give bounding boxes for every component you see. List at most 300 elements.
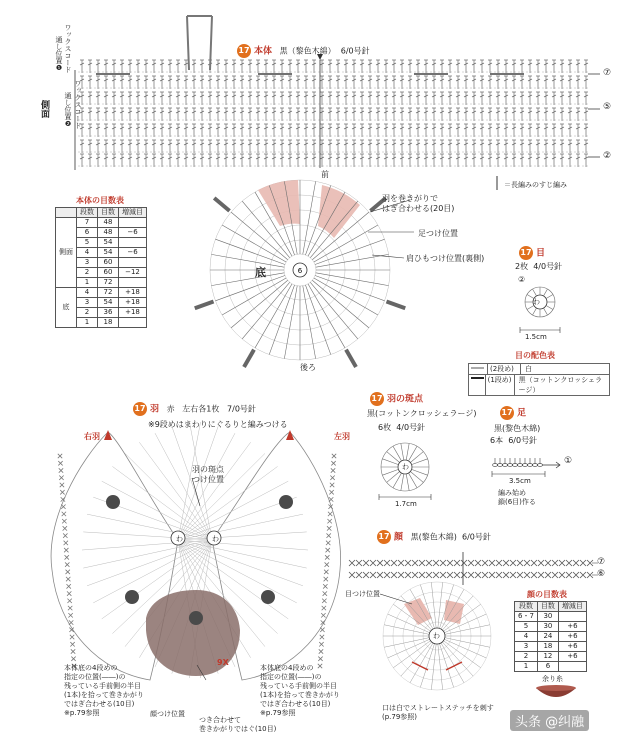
table-cell: 3 — [77, 298, 98, 308]
treble-stitch — [408, 154, 412, 167]
treble-stitch — [392, 124, 396, 137]
stitch-x — [329, 497, 333, 501]
treble-stitch — [328, 60, 332, 73]
stitch-x — [377, 560, 383, 566]
treble-stitch — [408, 60, 412, 73]
note-line: ※p.79参照 — [64, 709, 100, 717]
body-number-badge: 17 — [237, 44, 251, 58]
treble-stitch — [480, 154, 484, 167]
stitch-x — [475, 572, 481, 578]
treble-stitch — [160, 60, 164, 73]
treble-stitch — [296, 154, 300, 167]
table-cell: +6 — [558, 652, 586, 662]
treble-stitch — [504, 76, 508, 89]
treble-stitch — [176, 108, 180, 121]
table-cell: 4 — [77, 248, 98, 258]
treble-stitch — [416, 60, 420, 73]
treble-stitch — [496, 60, 500, 73]
treble-stitch — [224, 140, 228, 153]
spot-needle: 4/0号針 — [396, 423, 426, 432]
treble-stitch — [128, 124, 132, 137]
attach-bar — [346, 350, 356, 367]
table-cell — [558, 662, 586, 672]
treble-stitch — [400, 92, 404, 105]
body-table-body — [56, 218, 147, 328]
eye-title: 目 — [536, 248, 546, 259]
treble-stitch — [464, 108, 468, 121]
treble-stitch — [528, 76, 532, 89]
note-line: 本体底の4段めの — [64, 664, 118, 672]
head-count-table — [514, 601, 587, 672]
treble-stitch — [528, 108, 532, 121]
table-group-label: 底 — [56, 288, 77, 328]
treble-stitch — [232, 140, 236, 153]
handle-strap-left — [187, 16, 212, 70]
table-cell: 30 — [537, 622, 558, 632]
table-cell: −6 — [119, 228, 147, 238]
treble-stitch — [264, 124, 268, 137]
wing-spot — [106, 495, 120, 509]
treble-stitch — [328, 76, 332, 89]
treble-stitch — [200, 108, 204, 121]
treble-stitch — [360, 76, 364, 89]
treble-stitch — [80, 140, 84, 153]
treble-stitch — [400, 76, 404, 89]
treble-stitch — [208, 140, 212, 153]
treble-stitch — [88, 108, 92, 121]
treble-stitch — [240, 60, 244, 73]
treble-stitch — [120, 154, 124, 167]
leftover-yarn-label: 余り糸 — [542, 675, 563, 683]
chain-stitch — [508, 464, 513, 467]
treble-stitch — [104, 140, 108, 153]
treble-stitch — [456, 76, 460, 89]
treble-stitch — [232, 124, 236, 137]
wing-note-1: 羽を巻きがりで — [382, 194, 438, 203]
treble-stitch — [344, 108, 348, 121]
treble-stitch — [144, 140, 148, 153]
treble-stitch — [184, 92, 188, 105]
treble-stitch — [488, 108, 492, 121]
treble-stitch — [576, 108, 580, 121]
treble-stitch — [296, 124, 300, 137]
treble-stitch — [264, 60, 268, 73]
stitch-x — [426, 560, 432, 566]
treble-stitch — [368, 154, 372, 167]
stitch-x — [503, 560, 509, 566]
treble-stitch — [464, 140, 468, 153]
stitch-x — [580, 560, 586, 566]
treble-stitch — [224, 76, 228, 89]
head-table-body — [515, 612, 587, 672]
treble-stitch — [536, 108, 540, 121]
treble-stitch — [352, 124, 356, 137]
chain-stitch — [523, 464, 528, 467]
stitch-x — [433, 572, 439, 578]
treble-stitch — [528, 154, 532, 167]
treble-stitch — [384, 60, 388, 73]
treble-stitch — [248, 60, 252, 73]
treble-stitch — [552, 108, 556, 121]
treble-stitch — [96, 60, 100, 73]
treble-stitch — [96, 108, 100, 121]
stitch-spoke — [305, 285, 330, 355]
treble-stitch — [112, 60, 116, 73]
treble-stitch — [584, 140, 588, 153]
table-cell: −12 — [119, 268, 147, 278]
table-cell — [119, 278, 147, 288]
treble-stitch — [512, 76, 516, 89]
table-cell: 6 — [77, 228, 98, 238]
stitch-x — [524, 572, 530, 578]
treble-stitch — [504, 124, 508, 137]
treble-stitch — [408, 124, 412, 137]
treble-stitch — [304, 108, 308, 121]
treble-stitch — [560, 108, 564, 121]
treble-stitch — [528, 60, 532, 73]
treble-stitch — [232, 60, 236, 73]
treble-stitch — [464, 76, 468, 89]
table-cell: 7 — [77, 218, 98, 228]
chain-stitch — [498, 464, 503, 467]
treble-stitch — [344, 76, 348, 89]
treble-stitch — [544, 154, 548, 167]
treble-stitch — [392, 108, 396, 121]
treble-stitch — [168, 60, 172, 73]
treble-stitch — [544, 92, 548, 105]
stitch-x — [319, 649, 323, 653]
treble-stitch — [104, 92, 108, 105]
treble-stitch — [112, 154, 116, 167]
treble-stitch — [176, 154, 180, 167]
wax-cord-label-2 — [74, 80, 82, 129]
left-wing-center: わ — [212, 535, 219, 543]
stitch-x — [405, 560, 411, 566]
table-header-incdec: 増減目 — [558, 602, 586, 612]
treble-stitch — [584, 108, 588, 121]
treble-stitch — [272, 76, 276, 89]
stitch-spoke — [310, 282, 358, 339]
stitch-x — [331, 461, 335, 465]
treble-stitch — [344, 124, 348, 137]
treble-stitch — [488, 60, 492, 73]
table-row — [56, 218, 147, 228]
treble-stitch — [384, 124, 388, 137]
treble-stitch — [536, 76, 540, 89]
join-note-2: 巻きかがりではぐ(10目) — [199, 725, 277, 733]
stitch-spoke — [314, 225, 378, 262]
treble-stitch — [576, 92, 580, 105]
treble-stitch — [520, 124, 524, 137]
treble-stitch — [552, 76, 556, 89]
treble-stitch — [168, 92, 172, 105]
treble-stitch — [328, 140, 332, 153]
treble-stitch — [344, 92, 348, 105]
treble-stitch — [176, 140, 180, 153]
treble-stitch — [480, 60, 484, 73]
treble-stitch — [224, 108, 228, 121]
treble-stitch — [120, 124, 124, 137]
table-cell: 18 — [98, 318, 119, 328]
treble-stitch — [320, 76, 324, 89]
foot-start-2: 鎖(6目)作る — [498, 498, 536, 506]
eye-header — [519, 246, 545, 260]
wing-header — [133, 402, 256, 416]
treble-stitch — [504, 140, 508, 153]
treble-stitch — [208, 76, 212, 89]
treble-stitch — [168, 154, 172, 167]
watermark: 头条 @纠融 — [510, 710, 589, 731]
treble-stitch — [296, 60, 300, 73]
table-cell: 2 — [77, 268, 98, 278]
treble-stitch — [488, 140, 492, 153]
treble-stitch — [448, 124, 452, 137]
treble-stitch — [424, 76, 428, 89]
stitch-x — [573, 560, 579, 566]
stitch-x — [71, 657, 75, 661]
treble-stitch — [104, 124, 108, 137]
treble-stitch — [128, 108, 132, 121]
treble-stitch — [432, 154, 436, 167]
treble-stitch — [256, 60, 260, 73]
treble-stitch — [536, 154, 540, 167]
note-line: ではぎ合わせる(10目) — [260, 700, 331, 708]
note-line: 指定の位置(――)の — [260, 673, 322, 681]
treble-stitch — [504, 154, 508, 167]
stitch-x — [398, 572, 404, 578]
stitch-x — [482, 572, 488, 578]
treble-stitch — [392, 140, 396, 153]
stitch-x — [391, 560, 397, 566]
treble-stitch — [256, 154, 260, 167]
thread-pass-label-1 — [55, 36, 63, 72]
spot-number-badge: 17 — [370, 392, 384, 406]
treble-stitch — [248, 154, 252, 167]
table-cell: 1 — [515, 662, 538, 672]
treble-stitch — [552, 60, 556, 73]
eye-center: わ — [533, 298, 540, 306]
treble-stitch — [144, 108, 148, 121]
treble-stitch — [536, 60, 540, 73]
treble-stitch — [144, 154, 148, 167]
stitch-x — [377, 572, 383, 578]
treble-stitch — [240, 124, 244, 137]
stitch-spoke — [315, 239, 385, 264]
treble-stitch — [512, 92, 516, 105]
wing-color: 赤 — [166, 404, 175, 414]
treble-stitch — [136, 154, 140, 167]
treble-stitch — [576, 154, 580, 167]
foot-spec — [490, 436, 537, 446]
spot-size: 1.7cm — [395, 500, 417, 508]
treble-stitch — [240, 154, 244, 167]
treble-stitch — [280, 92, 284, 105]
treble-stitch — [352, 76, 356, 89]
treble-stitch — [472, 76, 476, 89]
spot-position-2: つけ位置 — [192, 475, 224, 484]
treble-stitch — [336, 140, 340, 153]
stitch-x — [433, 560, 439, 566]
treble-stitch — [520, 60, 524, 73]
treble-stitch — [200, 60, 204, 73]
treble-stitch — [432, 60, 436, 73]
table-cell: +18 — [119, 308, 147, 318]
treble-stitch — [328, 154, 332, 167]
wing-spot — [261, 590, 275, 604]
treble-stitch — [272, 154, 276, 167]
strap-position-note: 肩ひもつけ位置(裏側) — [406, 254, 485, 263]
spot-yarn: 黒(コットンクロッシェラージ) — [367, 409, 477, 418]
treble-stitch — [304, 124, 308, 137]
treble-stitch — [424, 124, 428, 137]
treble-stitch — [120, 140, 124, 153]
stitch-x — [510, 560, 516, 566]
table-cell — [119, 218, 147, 228]
treble-stitch — [368, 76, 372, 89]
treble-stitch — [336, 124, 340, 137]
treble-stitch — [360, 108, 364, 121]
stitch-x — [531, 572, 537, 578]
stitch-spoke — [312, 280, 369, 328]
treble-stitch — [120, 60, 124, 73]
table-row — [515, 662, 587, 672]
foot-row-mark: ① — [564, 456, 573, 466]
treble-stitch — [376, 76, 380, 89]
table-header-rows: 段数 — [515, 602, 538, 612]
stitch-x — [58, 461, 62, 465]
mouth-stitch — [412, 662, 462, 670]
treble-stitch — [232, 92, 236, 105]
note-line: (1本)を拾って巻きかがり — [260, 691, 340, 699]
note-line: ではぎ合わせる(10目) — [64, 700, 135, 708]
treble-stitch — [560, 124, 564, 137]
treble-stitch — [568, 60, 572, 73]
treble-stitch — [448, 92, 452, 105]
stitch-x — [545, 572, 551, 578]
treble-stitch — [200, 124, 204, 137]
treble-stitch — [184, 154, 188, 167]
treble-stitch — [128, 154, 132, 167]
treble-stitch — [408, 140, 412, 153]
stitch-x — [330, 483, 334, 487]
treble-stitch — [208, 124, 212, 137]
stitch-x — [489, 572, 495, 578]
treble-stitch — [568, 124, 572, 137]
treble-stitch — [152, 92, 156, 105]
treble-stitch — [208, 92, 212, 105]
treble-stitch — [280, 60, 284, 73]
wing-note-2: はぎ合わせる(20目) — [382, 204, 455, 213]
treble-stitch — [264, 76, 268, 89]
treble-stitch — [192, 124, 196, 137]
head-yarn: 黒(黎色木綿) — [410, 532, 457, 542]
treble-stitch — [240, 108, 244, 121]
stitch-x — [332, 454, 336, 458]
stitch-x — [580, 572, 586, 578]
treble-stitch — [136, 76, 140, 89]
treble-stitch — [448, 108, 452, 121]
circle-center-label: 6 — [297, 267, 303, 275]
join-note-1: つき合わせて — [199, 716, 241, 724]
eye-color-row-color: 黒（コットンクロッシェラージ） — [518, 376, 603, 394]
stitch-x — [503, 572, 509, 578]
table-cell: 2 — [77, 308, 98, 318]
table-header-stitches: 目数 — [537, 602, 558, 612]
treble-stitch — [432, 76, 436, 89]
treble-stitch — [408, 76, 412, 89]
stitch-x — [363, 572, 369, 578]
treble-stitch — [376, 92, 380, 105]
stitch-x — [329, 490, 333, 494]
treble-stitch — [184, 60, 188, 73]
treble-stitch — [168, 108, 172, 121]
treble-stitch — [224, 124, 228, 137]
treble-stitch — [312, 108, 316, 121]
treble-stitch — [344, 154, 348, 167]
wing-spot — [125, 590, 139, 604]
wing-needle: 7/0号針 — [227, 404, 256, 414]
treble-stitch — [544, 76, 548, 89]
treble-stitch — [512, 140, 516, 153]
note-line: 残っている手前側の半目 — [64, 682, 141, 690]
treble-stitch — [96, 92, 100, 105]
stitch-spoke — [315, 275, 385, 300]
treble-stitch — [80, 60, 84, 73]
stitch-x — [552, 560, 558, 566]
treble-stitch — [112, 108, 116, 121]
treble-stitch — [248, 108, 252, 121]
treble-stitch — [376, 140, 380, 153]
treble-stitch — [416, 92, 420, 105]
treble-stitch — [456, 154, 460, 167]
treble-stitch — [440, 60, 444, 73]
spot-header — [370, 392, 423, 406]
treble-stitch — [496, 76, 500, 89]
treble-stitch — [480, 124, 484, 137]
stitch-x — [320, 635, 324, 639]
treble-stitch — [424, 154, 428, 167]
treble-stitch — [480, 92, 484, 105]
treble-stitch — [528, 140, 532, 153]
treble-stitch — [304, 140, 308, 153]
treble-stitch — [568, 154, 572, 167]
treble-stitch — [336, 154, 340, 167]
treble-stitch — [192, 92, 196, 105]
treble-stitch — [584, 92, 588, 105]
treble-stitch — [352, 140, 356, 153]
table-cell — [558, 612, 586, 622]
treble-stitch — [304, 60, 308, 73]
spot-title: 羽の斑点 — [387, 394, 424, 405]
stitch-x — [566, 572, 572, 578]
treble-stitch — [248, 140, 252, 153]
treble-stitch — [320, 60, 324, 73]
treble-stitch — [536, 92, 540, 105]
treble-stitch — [136, 60, 140, 73]
treble-stitch — [376, 60, 380, 73]
treble-stitch — [160, 124, 164, 137]
treble-stitch — [440, 108, 444, 121]
treble-stitch — [176, 76, 180, 89]
treble-stitch — [456, 108, 460, 121]
wing-number-badge: 17 — [133, 402, 147, 416]
treble-stitch — [504, 92, 508, 105]
treble-stitch — [96, 140, 100, 153]
treble-stitch — [392, 76, 396, 89]
circle-back-label: 後ろ — [300, 363, 316, 372]
table-cell: 54 — [98, 248, 119, 258]
treble-stitch — [312, 140, 316, 153]
